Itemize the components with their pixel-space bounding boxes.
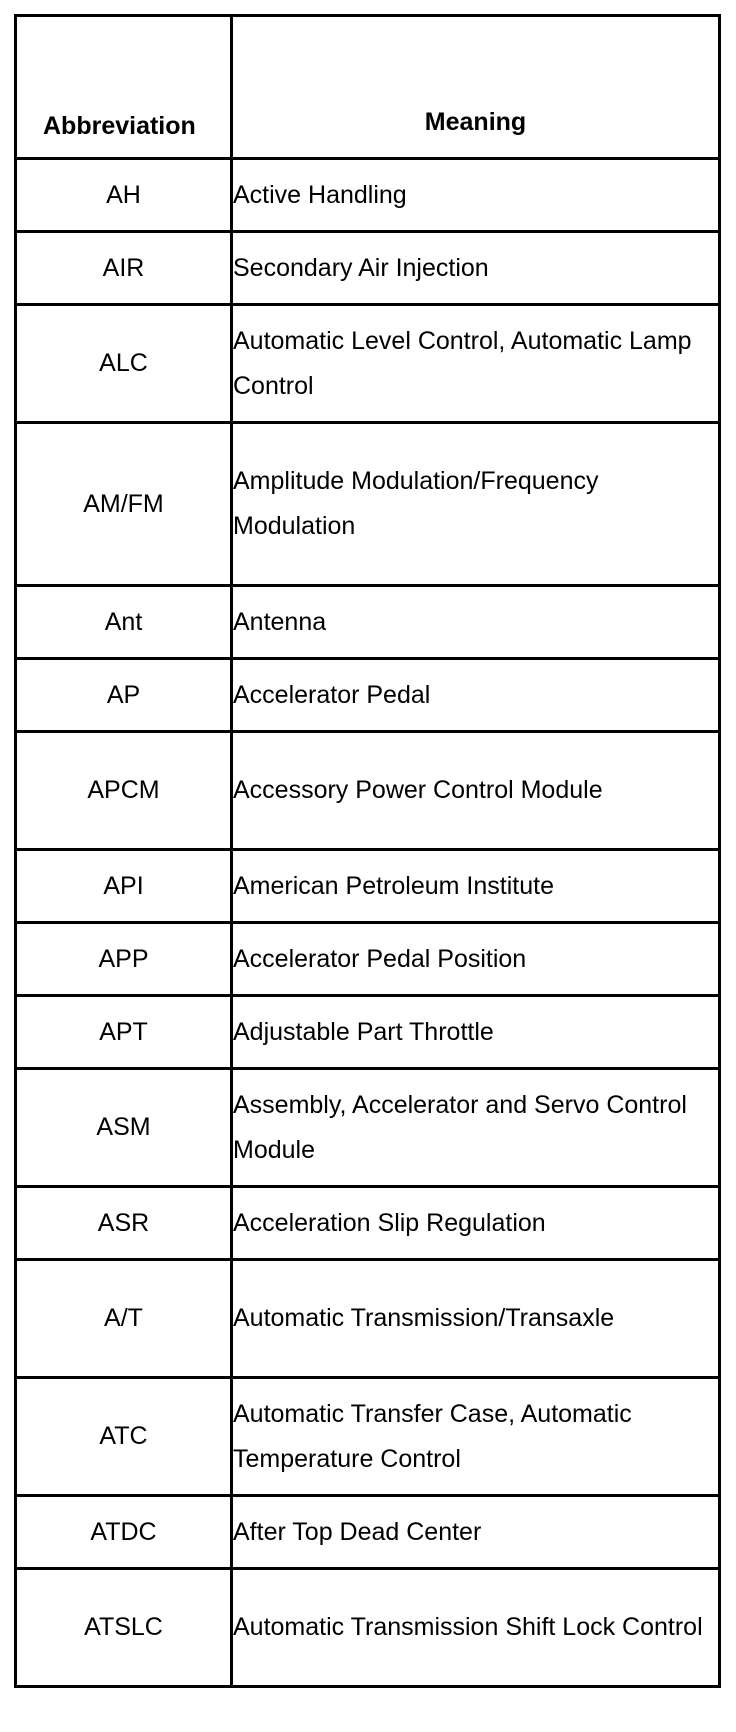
abbreviation-cell: ASM	[16, 1069, 232, 1187]
table-row	[16, 232, 720, 305]
table-row	[16, 1378, 720, 1496]
meaning-cell: Accessory Power Control Module	[232, 732, 720, 850]
abbreviation-cell: APP	[16, 923, 232, 996]
meaning-cell: Active Handling	[232, 159, 720, 232]
table-row	[16, 305, 720, 423]
table-row	[16, 923, 720, 996]
abbreviation-cell: ATSLC	[16, 1569, 232, 1687]
meaning-cell: Automatic Level Control, Automatic Lamp Control	[232, 305, 720, 423]
meaning-cell: Acceleration Slip Regulation	[232, 1187, 720, 1260]
meaning-cell: Automatic Transmission Shift Lock Control	[232, 1569, 720, 1687]
abbreviation-header: Abbreviation	[16, 16, 232, 159]
meaning-cell: Assembly, Accelerator and Servo Control Module	[232, 1069, 720, 1187]
meaning-cell: Amplitude Modulation/Frequency Modulation	[232, 423, 720, 586]
table-row	[16, 159, 720, 232]
meaning-cell: American Petroleum Institute	[232, 850, 720, 923]
table-row	[16, 1187, 720, 1260]
abbreviation-cell: APT	[16, 996, 232, 1069]
header-row	[16, 16, 720, 159]
abbreviation-table	[14, 14, 721, 1688]
abbreviation-cell: AM/FM	[16, 423, 232, 586]
meaning-cell: Accelerator Pedal Position	[232, 923, 720, 996]
table-row	[16, 732, 720, 850]
table-row	[16, 996, 720, 1069]
meaning-cell: Adjustable Part Throttle	[232, 996, 720, 1069]
abbreviation-cell: API	[16, 850, 232, 923]
meaning-cell: Secondary Air Injection	[232, 232, 720, 305]
meaning-cell: Automatic Transmission/Transaxle	[232, 1260, 720, 1378]
abbreviation-cell: APCM	[16, 732, 232, 850]
abbreviation-cell: AIR	[16, 232, 232, 305]
abbreviation-cell: ASR	[16, 1187, 232, 1260]
table-row	[16, 659, 720, 732]
abbreviation-cell: ALC	[16, 305, 232, 423]
abbreviation-cell: AP	[16, 659, 232, 732]
table-row	[16, 1260, 720, 1378]
abbreviation-cell: ATC	[16, 1378, 232, 1496]
table-row	[16, 1069, 720, 1187]
table-row	[16, 850, 720, 923]
abbreviation-cell: Ant	[16, 586, 232, 659]
table-row	[16, 423, 720, 586]
abbreviation-cell: AH	[16, 159, 232, 232]
meaning-cell: Accelerator Pedal	[232, 659, 720, 732]
table-row	[16, 1569, 720, 1687]
table-row	[16, 586, 720, 659]
meaning-cell: Antenna	[232, 586, 720, 659]
table-row	[16, 1496, 720, 1569]
abbreviation-cell: ATDC	[16, 1496, 232, 1569]
meaning-header: Meaning	[232, 16, 720, 159]
meaning-cell: Automatic Transfer Case, Automatic Temperature Control	[232, 1378, 720, 1496]
meaning-cell: After Top Dead Center	[232, 1496, 720, 1569]
abbreviation-cell: A/T	[16, 1260, 232, 1378]
